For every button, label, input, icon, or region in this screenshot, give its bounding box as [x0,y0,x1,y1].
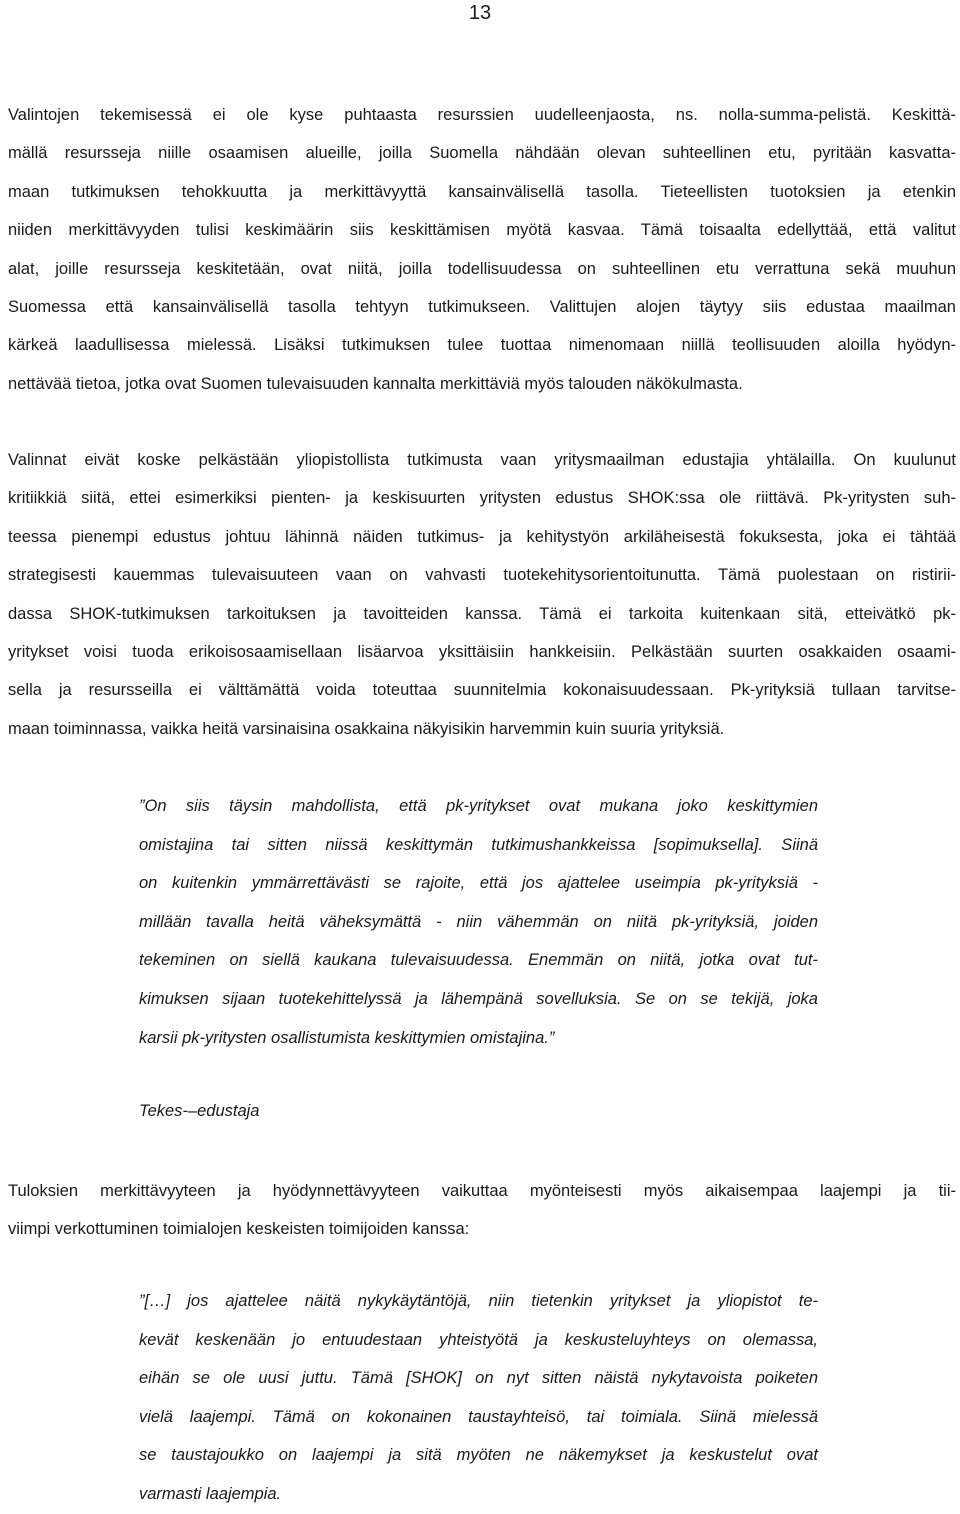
text-line: sella ja resursseilla ei välttämättä voida toteuttaa suunnitelmia kokonaisuudessaan. Pk-yrityksiä tullaan tarvitse- [8,681,956,700]
quote-line: vielä laajempi. Tämä on kokonainen taustayhteisö, tai toimiala. Siinä mielessä [139,1407,818,1426]
text-line: viimpi verkottuminen toimialojen keskeisten toimijoiden kanssa: [8,1220,470,1239]
text-line: kritiikkiä siitä, ettei esimerkiksi pienten- ja keskisuurten yritysten edustus SHOK:ssa ole riittävä. Pk-yritysten suh- [8,489,956,508]
text-line: Valinnat eivät koske pelkästään yliopistollista tutkimusta vaan yritysmaailman edustajia yhtälailla. On kuulunut [8,451,956,469]
text-line: nettävää tietoa, jotka ovat Suomen tulevaisuuden kannalta merkittäviä myös talouden näkökulmasta. [8,374,743,393]
quote-line: karsii pk-yritysten osallistumista keskittymien omistajina.” [139,1028,555,1047]
quote-line: se taustajoukko on laajempi ja sitä myöten ne näkemykset ja keskustelut ovat [139,1446,818,1465]
quote-line: tekeminen on siellä kaukana tulevaisuudessa. Enemmän on niitä, jotka ovat tut- [139,951,818,970]
text-line: teessa pienempi edustus johtuu lähinnä näiden tutkimus- ja kehitystyön arkiläheisestä fokuksesta, joka ei tähtää [8,527,956,546]
quote-line: varmasti laajempia. [139,1484,282,1503]
page-number: 13 [468,2,492,24]
text-line: alat, joille resursseja keskitetään, ovat niitä, joilla todellisuudessa on suhteellinen etu verrattuna sekä muuhun [8,259,956,278]
quote-line: eihän se ole uusi juttu. Tämä [SHOK] on nyt sitten näistä nykytavoista poiketen [139,1369,818,1388]
text-line: Suomessa että kansainvälisellä tasolla tehtyyn tutkimukseen. Valittujen alojen täytyy siis edustaa maailman [8,298,956,317]
text-line: strategisesti kauemmas tulevaisuuteen vaan on vahvasti tuotekehitysorientoitunutta. Tämä puolestaan on ristirii- [8,566,956,585]
quote-line: ”On siis täysin mahdollista, että pk-yritykset ovat mukana joko keskittymien [139,797,818,815]
text-line: kärkeä laadullisessa mielessä. Lisäksi tutkimuksen tulee tuottaa nimenomaan niillä teollisuuden aloilla hyödyn- [8,336,956,355]
quote-line: kimuksen sijaan tuotekehittelyssä ja lähempänä sovelluksia. Se on se tekijä, joka [139,989,818,1008]
quote-attribution: Tekes-–edustaja [139,1102,260,1120]
paragraph-1 [8,96,956,403]
paragraph-3 [8,1172,956,1249]
text-line: mällä resursseja niille osaamisen alueille, joilla Suomella nähdään olevan suhteellinen etu, pyritään kasvatta- [8,144,956,163]
text-line: Valintojen tekemisessä ei ole kyse puhtaasta resurssien uudelleenjaosta, ns. nolla-summa-pelistä. Keskittä- [8,106,956,124]
paragraph-2 [8,441,956,748]
text-line: niiden merkittävyyden tulisi keskimäärin siis keskittämisen myötä kasvaa. Tämä toisaalta edellyttää, että valitut [8,221,956,240]
quote-line: ”[…] jos ajattelee näitä nykykäytäntöjä, niin tietenkin yritykset ja yliopistot te- [139,1292,818,1310]
quote-line: kevät keskenään jo entuudestaan yhteistyötä ja keskusteluyhteys on olemassa, [139,1330,818,1349]
block-quote-1 [139,787,818,1057]
quote-line: on kuitenkin ymmärrettävästi se rajoite, että jos ajattelee useimpia pk-yrityksiä - [139,874,818,893]
text-line: Tuloksien merkittävyyteen ja hyödynnettävyyteen vaikuttaa myönteisesti myös aikaisempaa laajempi ja tii- [8,1182,956,1200]
quote-line: millään tavalla heitä väheksymättä - niin vähemmän on niitä pk-yrityksiä, joiden [139,912,818,931]
quote-line: omistajina tai sitten niissä keskittymän tutkimushankkeissa [sopimuksella]. Siinä [139,835,818,854]
block-quote-2 [139,1282,818,1514]
text-line: maan toiminnassa, vaikka heitä varsinaisina osakkaina näkyisikin harvemmin kuin suuria yrityksiä. [8,719,725,738]
text-line: yritykset voisi tuoda erikoisosaamisellaan lisäarvoa yksittäisiin hankkeisiin. Pelkästään suurten osakkaiden osaami- [8,643,956,662]
text-line: maan tutkimuksen tehokkuutta ja merkittävyyttä kansainvälisellä tasolla. Tieteellisten tuotoksien ja etenkin [8,182,956,201]
text-line: dassa SHOK-tutkimuksen tarkoituksen ja tavoitteiden kanssa. Tämä ei tarkoita kuitenkaan sitä, etteivätkö pk- [8,604,956,623]
